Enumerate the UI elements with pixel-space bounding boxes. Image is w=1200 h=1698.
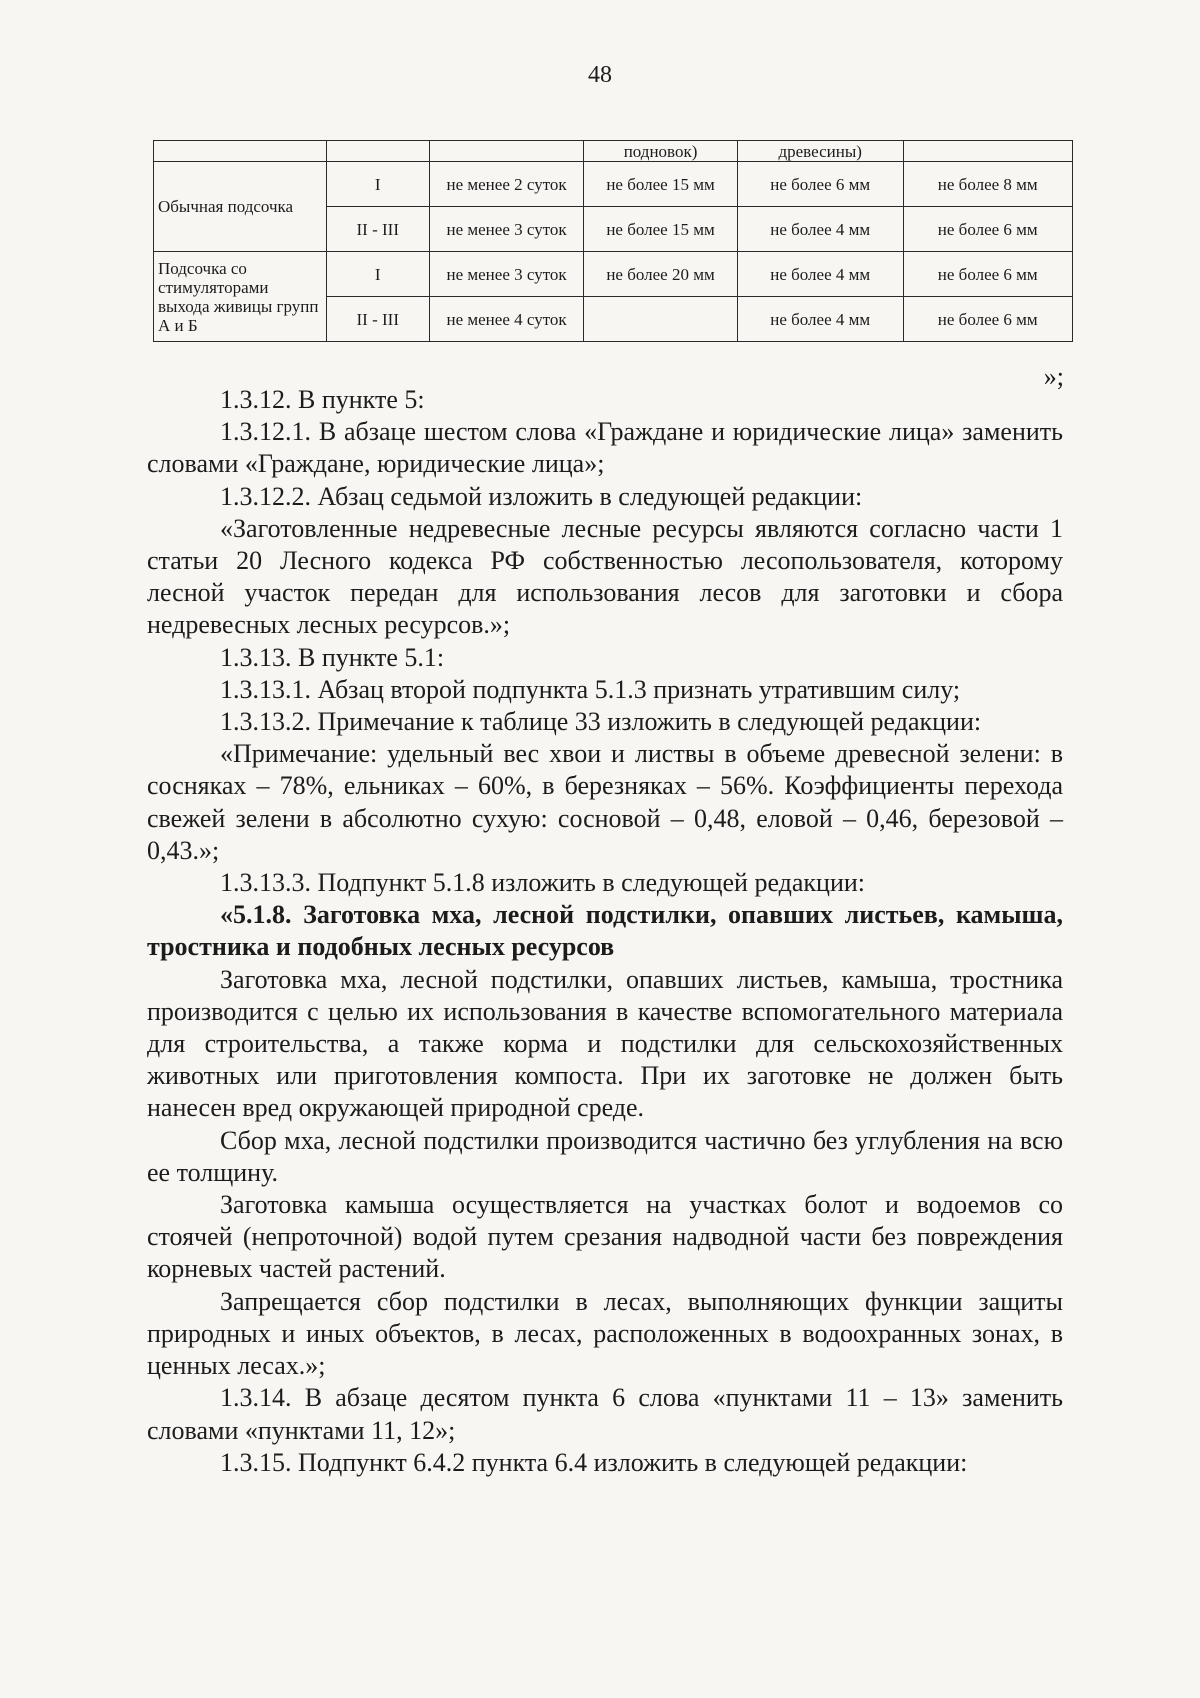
table-header-cell — [903, 141, 1073, 162]
class-cell: II - III — [326, 207, 429, 252]
value-cell: не более 6 мм — [903, 207, 1073, 252]
tapping-type-cell: Обычная подсочка — [154, 162, 327, 252]
paragraph: Сбор мха, лесной подстилки производится частично без углубления на всю ее толщину. — [147, 1125, 1063, 1187]
document-body — [147, 384, 1063, 1479]
period-cell: не менее 3 суток — [429, 207, 583, 252]
class-cell: I — [326, 162, 429, 207]
value-cell: не более 15 мм — [584, 162, 738, 207]
paragraph: 1.3.12. В пункте 5: — [220, 385, 425, 414]
page-number: 48 — [588, 62, 612, 88]
value-cell: не более 6 мм — [903, 297, 1073, 342]
paragraph: Заготовка мха, лесной подстилки, опавших листьев, камыша, тростника производится с целью их использования в качестве вспомогательного материала для строительства, а также корма и подстилки для сельскохозяйственных животных или приготовления компоста. При их заготовке не должен быть нанесен вред окружающей природной среде. — [147, 964, 1063, 1123]
paragraph: 1.3.12.2. Абзац седьмой изложить в следующей редакции: — [220, 481, 863, 511]
value-cell: не более 6 мм — [903, 252, 1073, 297]
table-header-cell — [154, 141, 327, 162]
period-cell: не менее 3 суток — [429, 252, 583, 297]
paragraph: «Примечание: удельный вес хвои и листвы в объеме древесной зелени: в сосняках – 78%, ельниках – 60%, в березняках – 56%. Коэффициенты перехода свежей зелени в абсолютно сухую: сосновой – 0,48, еловой – 0,46, березовой – 0,43.»; — [147, 739, 1063, 865]
paragraph: 1.3.14. В абзаце десятом пункта 6 слова «пунктами 11 – 13» заменить словами «пунктами 11, 12»; — [147, 1383, 1063, 1445]
paragraph: Запрещается сбор подстилки в лесах, выполняющих функции защиты природных и иных объектов, в лесах, расположенных в водоохранных зонах, в ценных лесах.»; — [147, 1286, 1063, 1381]
period-cell: не менее 2 суток — [429, 162, 583, 207]
forestry-tapping-table — [153, 140, 1073, 342]
paragraph: 1.3.13. В пункте 5.1: — [220, 642, 445, 672]
paragraph: 1.3.15. Подпункт 6.4.2 пункта 6.4 изложить в следующей редакции: — [220, 1447, 968, 1477]
table-header-cell: подновок) — [584, 141, 738, 162]
paragraph: Заготовка камыша осуществляется на участках болот и водоемов со стоячей (непроточной) водой путем срезания надводной части без повреждения корневых частей растений. — [147, 1190, 1063, 1284]
table-header-cell — [326, 141, 429, 162]
value-cell: не более 4 мм — [737, 207, 903, 252]
table-row — [154, 252, 1073, 297]
class-cell: I — [326, 252, 429, 297]
value-cell: не более 4 мм — [737, 252, 903, 297]
value-cell: не более 15 мм — [584, 207, 738, 252]
closing-quote-mark: »; — [1043, 362, 1064, 391]
table-header-cell — [429, 141, 583, 162]
class-cell: II - III — [326, 297, 429, 342]
value-cell: не более 6 мм — [737, 162, 903, 207]
period-cell: не менее 4 суток — [429, 297, 583, 342]
table-header-cell: древесины) — [737, 141, 903, 162]
paragraph: «Заготовленные недревесные лесные ресурсы являются согласно части 1 статьи 20 Лесного кодекса РФ собственностью лесопользователя, которому лесной участок передан для использования лесов для заготовки и сбора недревесных лесных ресурсов.»; — [147, 513, 1063, 640]
paragraph: 1.3.12.1. В абзаце шестом слова «Граждане и юридические лица» заменить словами «Граждане, юридические лица»; — [147, 417, 1063, 479]
tapping-type-cell: Подсочка со стимуляторами выхода живицы групп А и Б — [154, 252, 327, 342]
value-cell — [584, 297, 738, 342]
section-heading: «5.1.8. Заготовка мха, лесной подстилки, опавших листьев, камыша, тростника и подобных лесных ресурсов — [147, 900, 1063, 962]
paragraph: 1.3.13.1. Абзац второй подпункта 5.1.3 признать утратившим силу; — [220, 674, 961, 704]
value-cell: не более 20 мм — [584, 252, 738, 297]
value-cell: не более 8 мм — [903, 162, 1073, 207]
value-cell: не более 4 мм — [737, 297, 903, 342]
paragraph: 1.3.13.3. Подпункт 5.1.8 изложить в следующей редакции: — [220, 868, 866, 898]
paragraph: 1.3.13.2. Примечание к таблице 33 изложить в следующей редакции: — [220, 707, 982, 737]
table-row — [154, 162, 1073, 207]
table-header-row — [154, 141, 1073, 162]
